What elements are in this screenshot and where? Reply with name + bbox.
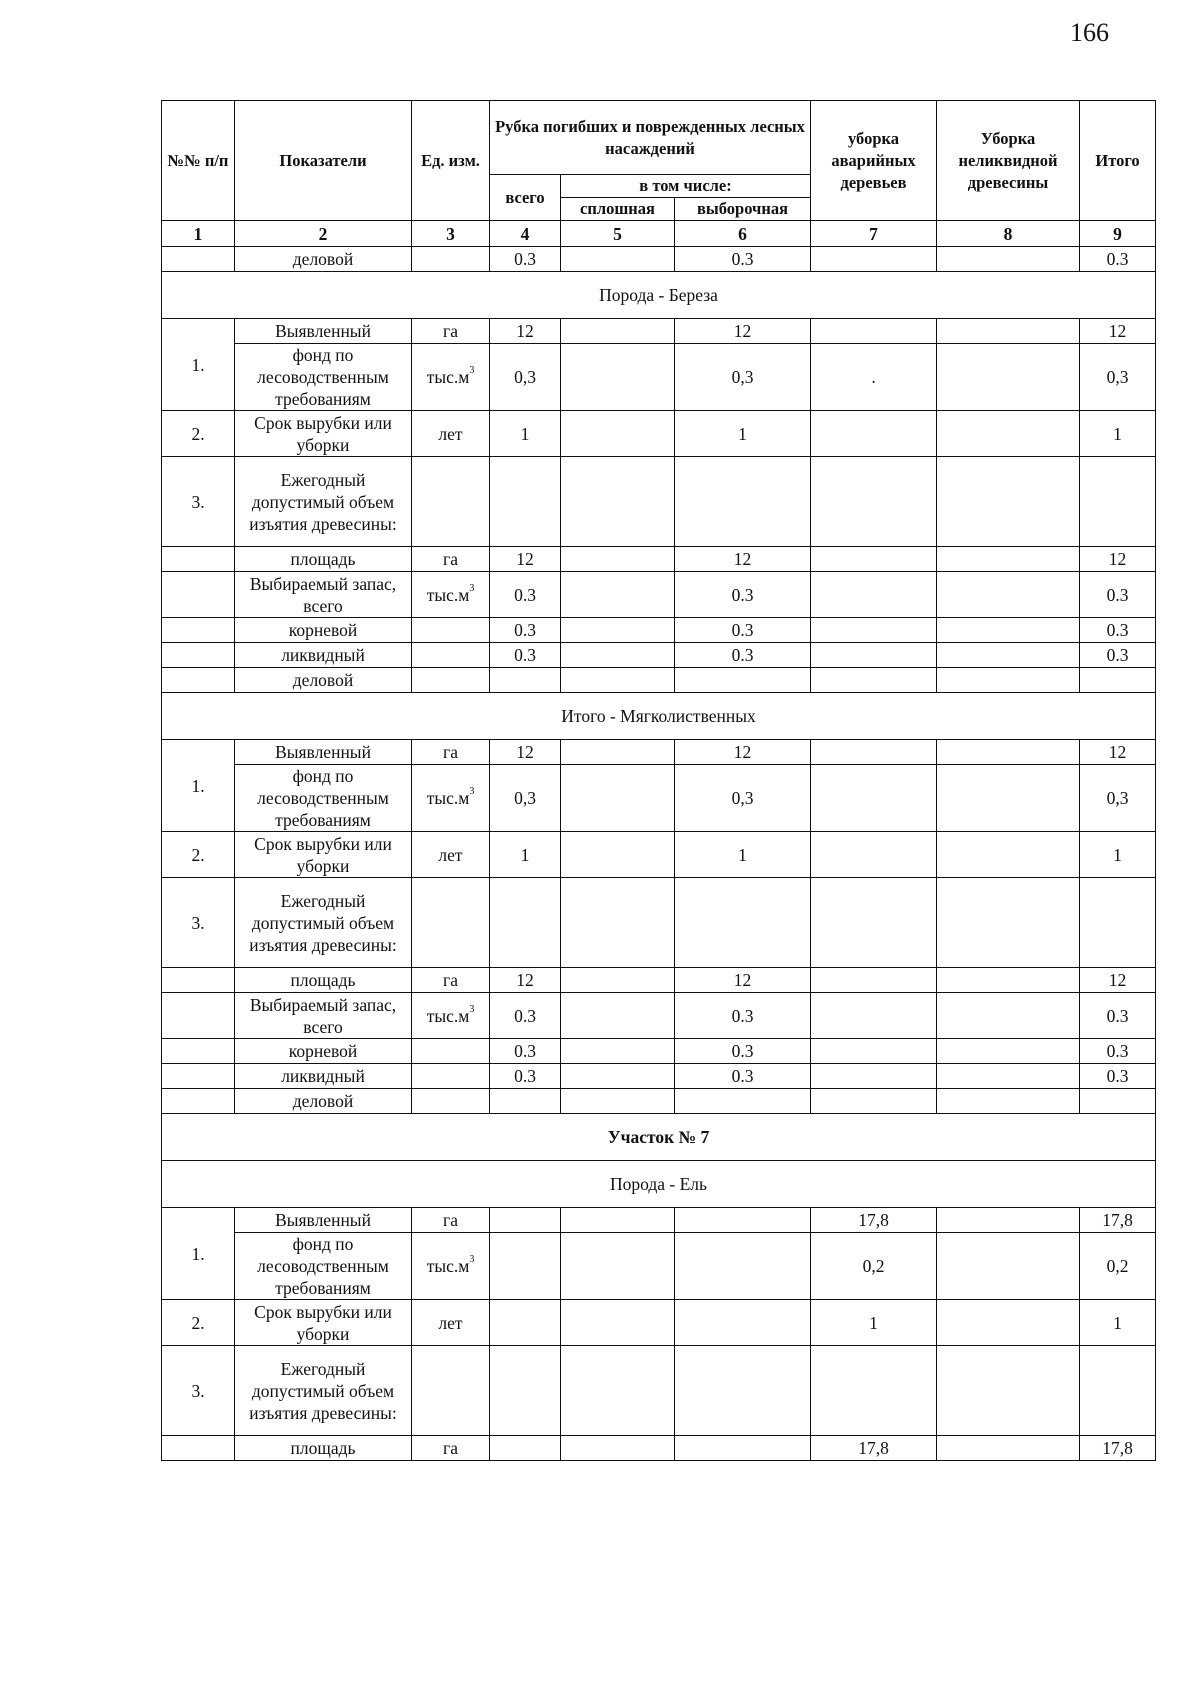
- row-number: 3.: [162, 878, 235, 968]
- table-row: [162, 1039, 1156, 1064]
- cell-value: 12: [1080, 319, 1156, 344]
- section-title: Итого - Мягколиственных: [162, 693, 1156, 740]
- table-row: [162, 1064, 1156, 1089]
- col-number: 1: [162, 221, 235, 247]
- cell-value: 0,3: [675, 765, 811, 832]
- cell-value: [811, 1064, 937, 1089]
- row-label: Ежегодный допустимый объем изъятия древесины:: [235, 878, 412, 968]
- row-unit: лет: [412, 1300, 490, 1346]
- cell-value: [490, 668, 561, 693]
- header-num: №№ п/п: [162, 101, 235, 221]
- cell-value: [675, 1089, 811, 1114]
- row-unit: $тыс.м^3$: [412, 344, 490, 411]
- header-illiquid: Уборка неликвидной древесины: [937, 101, 1080, 221]
- row-number: 1.: [162, 740, 235, 832]
- header-indicators: Показатели: [235, 101, 412, 221]
- cell-value: [811, 319, 937, 344]
- cell-value: [675, 668, 811, 693]
- table-row: [162, 1300, 1156, 1346]
- table-row: [162, 618, 1156, 643]
- row-label: Выявленный: [235, 319, 412, 344]
- table-row: [162, 740, 1156, 765]
- row-unit: $тыс.м^3$: [412, 765, 490, 832]
- cell-value: [811, 572, 937, 618]
- row-number: 3.: [162, 1346, 235, 1436]
- cell-value: 0.3: [490, 572, 561, 618]
- cell-value: 0.3: [675, 1039, 811, 1064]
- row-label: Выбираемый запас, всего: [235, 993, 412, 1039]
- table-row: [162, 1233, 1156, 1300]
- section-title: Порода - Ель: [162, 1161, 1156, 1208]
- row-unit: га: [412, 1208, 490, 1233]
- cell-value: [811, 618, 937, 643]
- col-number: 6: [675, 221, 811, 247]
- cell-value: 0,3: [675, 344, 811, 411]
- row-number: 2.: [162, 1300, 235, 1346]
- row-unit: лет: [412, 411, 490, 457]
- cell-value: [811, 765, 937, 832]
- row-label: площадь: [235, 547, 412, 572]
- row-label: фонд по лесоводственным требованиям: [235, 765, 412, 832]
- row-label: деловой: [235, 247, 412, 272]
- cell-value: 0.3: [490, 247, 561, 272]
- cell-value: 0.3: [1080, 1064, 1156, 1089]
- cell-value: [1080, 1089, 1156, 1114]
- table-row: [162, 547, 1156, 572]
- cell-value: 17,8: [811, 1436, 937, 1461]
- table-row: [162, 878, 1156, 968]
- row-unit: $тыс.м^3$: [412, 1233, 490, 1300]
- cell-value: 0,2: [811, 1233, 937, 1300]
- row-label: деловой: [235, 668, 412, 693]
- row-label: ликвидный: [235, 1064, 412, 1089]
- row-label: деловой: [235, 1089, 412, 1114]
- cell-value: 17,8: [1080, 1436, 1156, 1461]
- cell-value: 1: [675, 832, 811, 878]
- row-label: фонд по лесоводственным требованиям: [235, 344, 412, 411]
- cell-value: 12: [675, 740, 811, 765]
- cell-value: 0.3: [490, 1064, 561, 1089]
- row-label: Выявленный: [235, 1208, 412, 1233]
- plot-title: Участок № 7: [162, 1114, 1156, 1161]
- section-title: Порода - Береза: [162, 272, 1156, 319]
- cell-value: 1: [1080, 411, 1156, 457]
- cell-value: [811, 668, 937, 693]
- row-label: площадь: [235, 968, 412, 993]
- cell-value: 0,2: [1080, 1233, 1156, 1300]
- table-row: [162, 1346, 1156, 1436]
- cell-value: [811, 411, 937, 457]
- row-label: фонд по лесоводственным требованиям: [235, 1233, 412, 1300]
- cell-value: 12: [675, 547, 811, 572]
- cell-value: 0.3: [675, 572, 811, 618]
- cell-value: [490, 1089, 561, 1114]
- row-label: Ежегодный допустимый объем изъятия древесины:: [235, 457, 412, 547]
- row-unit: га: [412, 547, 490, 572]
- cell-value: 0.3: [1080, 247, 1156, 272]
- cell-value: 12: [675, 968, 811, 993]
- cell-value: 1: [1080, 1300, 1156, 1346]
- row-unit: га: [412, 319, 490, 344]
- cell-value: [811, 643, 937, 668]
- cell-value: 12: [490, 547, 561, 572]
- row-label: Срок вырубки или уборки: [235, 411, 412, 457]
- cell-value: 0,3: [1080, 344, 1156, 411]
- forest-table: [161, 100, 1156, 1461]
- cell-value: [811, 1039, 937, 1064]
- cell-value: 1: [675, 411, 811, 457]
- header-including: в том числе:: [561, 175, 811, 198]
- row-label: Выбираемый запас, всего: [235, 572, 412, 618]
- row-label: Ежегодный допустимый объем изъятия древесины:: [235, 1346, 412, 1436]
- row-unit: га: [412, 968, 490, 993]
- cell-value: 0,3: [1080, 765, 1156, 832]
- row-unit: га: [412, 740, 490, 765]
- cell-value: 12: [490, 968, 561, 993]
- col-number: 4: [490, 221, 561, 247]
- cell-value: 12: [1080, 968, 1156, 993]
- cell-value: 1: [1080, 832, 1156, 878]
- table-row: [162, 832, 1156, 878]
- cell-value: 12: [1080, 740, 1156, 765]
- cell-value: 1: [490, 832, 561, 878]
- row-number: 3.: [162, 457, 235, 547]
- header-itogo: Итого: [1080, 101, 1156, 221]
- cell-value: [811, 1089, 937, 1114]
- cell-value: 0.3: [490, 1039, 561, 1064]
- row-number: 1.: [162, 319, 235, 411]
- header-felling: Рубка погибших и поврежденных лесных насаждений: [490, 101, 811, 175]
- column-numbers-row: [162, 221, 1156, 247]
- row-label: площадь: [235, 1436, 412, 1461]
- row-unit: лет: [412, 832, 490, 878]
- row-label: ликвидный: [235, 643, 412, 668]
- table-row: [162, 457, 1156, 547]
- table-row: [162, 319, 1156, 344]
- row-label: корневой: [235, 1039, 412, 1064]
- col-number: 7: [811, 221, 937, 247]
- cell-value: [811, 993, 937, 1039]
- cell-value: 0.3: [675, 993, 811, 1039]
- row-number: 2.: [162, 411, 235, 457]
- table-row: [162, 344, 1156, 411]
- table-row: [162, 572, 1156, 618]
- cell-value: [811, 832, 937, 878]
- header-unit: Ед. изм.: [412, 101, 490, 221]
- col-number: 8: [937, 221, 1080, 247]
- header-total: всего: [490, 175, 561, 221]
- table-row: [162, 765, 1156, 832]
- table-row: [162, 1208, 1156, 1233]
- row-unit: га: [412, 1436, 490, 1461]
- row-number: 2.: [162, 832, 235, 878]
- table-row: [162, 993, 1156, 1039]
- page-number: 166: [1070, 18, 1109, 47]
- col-number: 2: [235, 221, 412, 247]
- cell-value: 1: [490, 411, 561, 457]
- cell-value: 0.3: [490, 643, 561, 668]
- row-number: 1.: [162, 1208, 235, 1300]
- cell-value: 0.3: [1080, 1039, 1156, 1064]
- header-selective: выборочная: [675, 198, 811, 221]
- cell-value: 0.3: [1080, 643, 1156, 668]
- cell-value: 12: [675, 319, 811, 344]
- cell-value: 0,3: [490, 344, 561, 411]
- cell-value: 17,8: [1080, 1208, 1156, 1233]
- cell-value: 17,8: [811, 1208, 937, 1233]
- cell-value: 0.3: [1080, 993, 1156, 1039]
- cell-value: [1080, 668, 1156, 693]
- cell-value: 0.3: [1080, 618, 1156, 643]
- col-number: 9: [1080, 221, 1156, 247]
- cell-value: .: [811, 344, 937, 411]
- cell-value: 12: [1080, 547, 1156, 572]
- cell-value: 0,3: [490, 765, 561, 832]
- table-row: [162, 968, 1156, 993]
- cell-value: 0.3: [675, 643, 811, 668]
- row-label: Срок вырубки или уборки: [235, 1300, 412, 1346]
- cell-value: 1: [811, 1300, 937, 1346]
- cell-value: 12: [490, 319, 561, 344]
- cell-value: [811, 740, 937, 765]
- row-label: Выявленный: [235, 740, 412, 765]
- row-label: корневой: [235, 618, 412, 643]
- cell-value: 0.3: [490, 993, 561, 1039]
- table-row: [162, 668, 1156, 693]
- cell-value: 0.3: [490, 618, 561, 643]
- row-label: Срок вырубки или уборки: [235, 832, 412, 878]
- row-unit: $тыс.м^3$: [412, 993, 490, 1039]
- row-unit: $тыс.м^3$: [412, 572, 490, 618]
- col-number: 5: [561, 221, 675, 247]
- cell-value: [811, 547, 937, 572]
- cell-value: 0.3: [675, 1064, 811, 1089]
- table-row: [162, 247, 1156, 272]
- header-emergency: уборка аварийных деревьев: [811, 101, 937, 221]
- cell-value: [811, 968, 937, 993]
- col-number: 3: [412, 221, 490, 247]
- table-row: [162, 411, 1156, 457]
- table-row: [162, 1436, 1156, 1461]
- header-clear: сплошная: [561, 198, 675, 221]
- cell-value: 0.3: [675, 618, 811, 643]
- cell-value: 0.3: [1080, 572, 1156, 618]
- cell-value: 12: [490, 740, 561, 765]
- cell-value: 0.3: [675, 247, 811, 272]
- table-row: [162, 643, 1156, 668]
- table-row: [162, 1089, 1156, 1114]
